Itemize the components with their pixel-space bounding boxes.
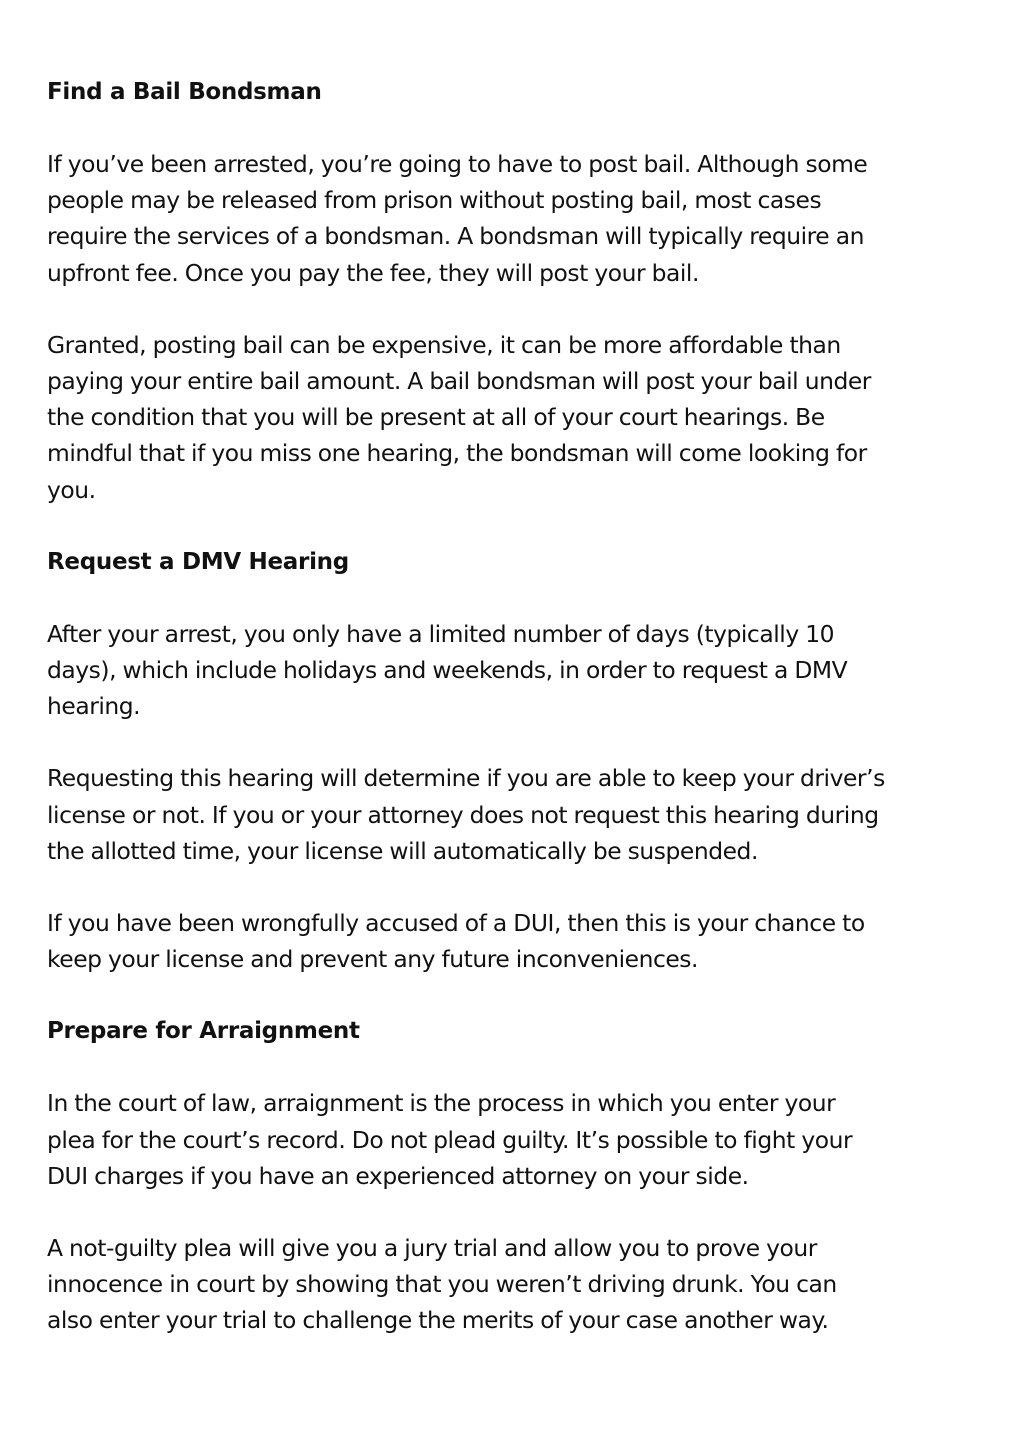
paragraph xyxy=(47,1230,984,1339)
paragraph-line: the allotted time, your license will automatically be suspended. xyxy=(47,836,758,865)
paragraph-line: innocence in court by showing that you weren’t driving drunk. You can xyxy=(47,1270,837,1299)
paragraph-line: hearing. xyxy=(47,692,141,721)
paragraph xyxy=(47,905,984,977)
paragraph-line: you. xyxy=(47,475,96,504)
paragraph-line: paying your entire bail amount. A bail bondsman will post your bail under xyxy=(47,367,871,396)
paragraph-line: Granted, posting bail can be expensive, it can be more affordable than xyxy=(47,330,841,359)
paragraph xyxy=(47,1085,984,1194)
paragraph-line: the condition that you will be present at all of your court hearings. Be xyxy=(47,403,825,432)
paragraph xyxy=(47,146,984,291)
paragraph-line: also enter your trial to challenge the merits of your case another way. xyxy=(47,1306,829,1335)
paragraph-line: plea for the court’s record. Do not plead guilty. It’s possible to fight your xyxy=(47,1125,853,1154)
paragraph-line: Requesting this hearing will determine if you are able to keep your driver’s xyxy=(47,764,885,793)
paragraph-line: After your arrest, you only have a limited number of days (typically 10 xyxy=(47,619,835,648)
paragraph-line: If you’ve been arrested, you’re going to have to post bail. Although some xyxy=(47,150,868,178)
section-heading: Request a DMV Hearing xyxy=(47,548,349,575)
paragraph-line: In the court of law, arraignment is the process in which you enter your xyxy=(47,1089,836,1118)
paragraph-line: require the services of a bondsman. A bondsman will typically require an xyxy=(47,222,864,251)
paragraph xyxy=(47,327,984,508)
paragraph-line: DUI charges if you have an experienced attorney on your side. xyxy=(47,1161,749,1190)
paragraph-line: upfront fee. Once you pay the fee, they will post your bail. xyxy=(47,258,699,287)
section-heading: Find a Bail Bondsman xyxy=(47,79,322,105)
paragraph-line: people may be released from prison without posting bail, most cases xyxy=(47,186,822,215)
paragraph xyxy=(47,616,984,725)
section-heading: Prepare for Arraignment xyxy=(47,1018,360,1045)
paragraph-line: If you have been wrongfully accused of a DUI, then this is your chance to xyxy=(47,909,865,938)
paragraph-line: days), which include holidays and weekends, in order to request a DMV xyxy=(47,656,848,685)
paragraph-line: mindful that if you miss one hearing, the bondsman will come looking for xyxy=(47,439,867,468)
paragraph-line: license or not. If you or your attorney does not request this hearing during xyxy=(47,800,879,829)
paragraph-line: A not-guilty plea will give you a jury trial and allow you to prove your xyxy=(47,1234,817,1263)
paragraph xyxy=(47,760,984,869)
paragraph-line: keep your license and prevent any future inconveniences. xyxy=(47,945,699,974)
